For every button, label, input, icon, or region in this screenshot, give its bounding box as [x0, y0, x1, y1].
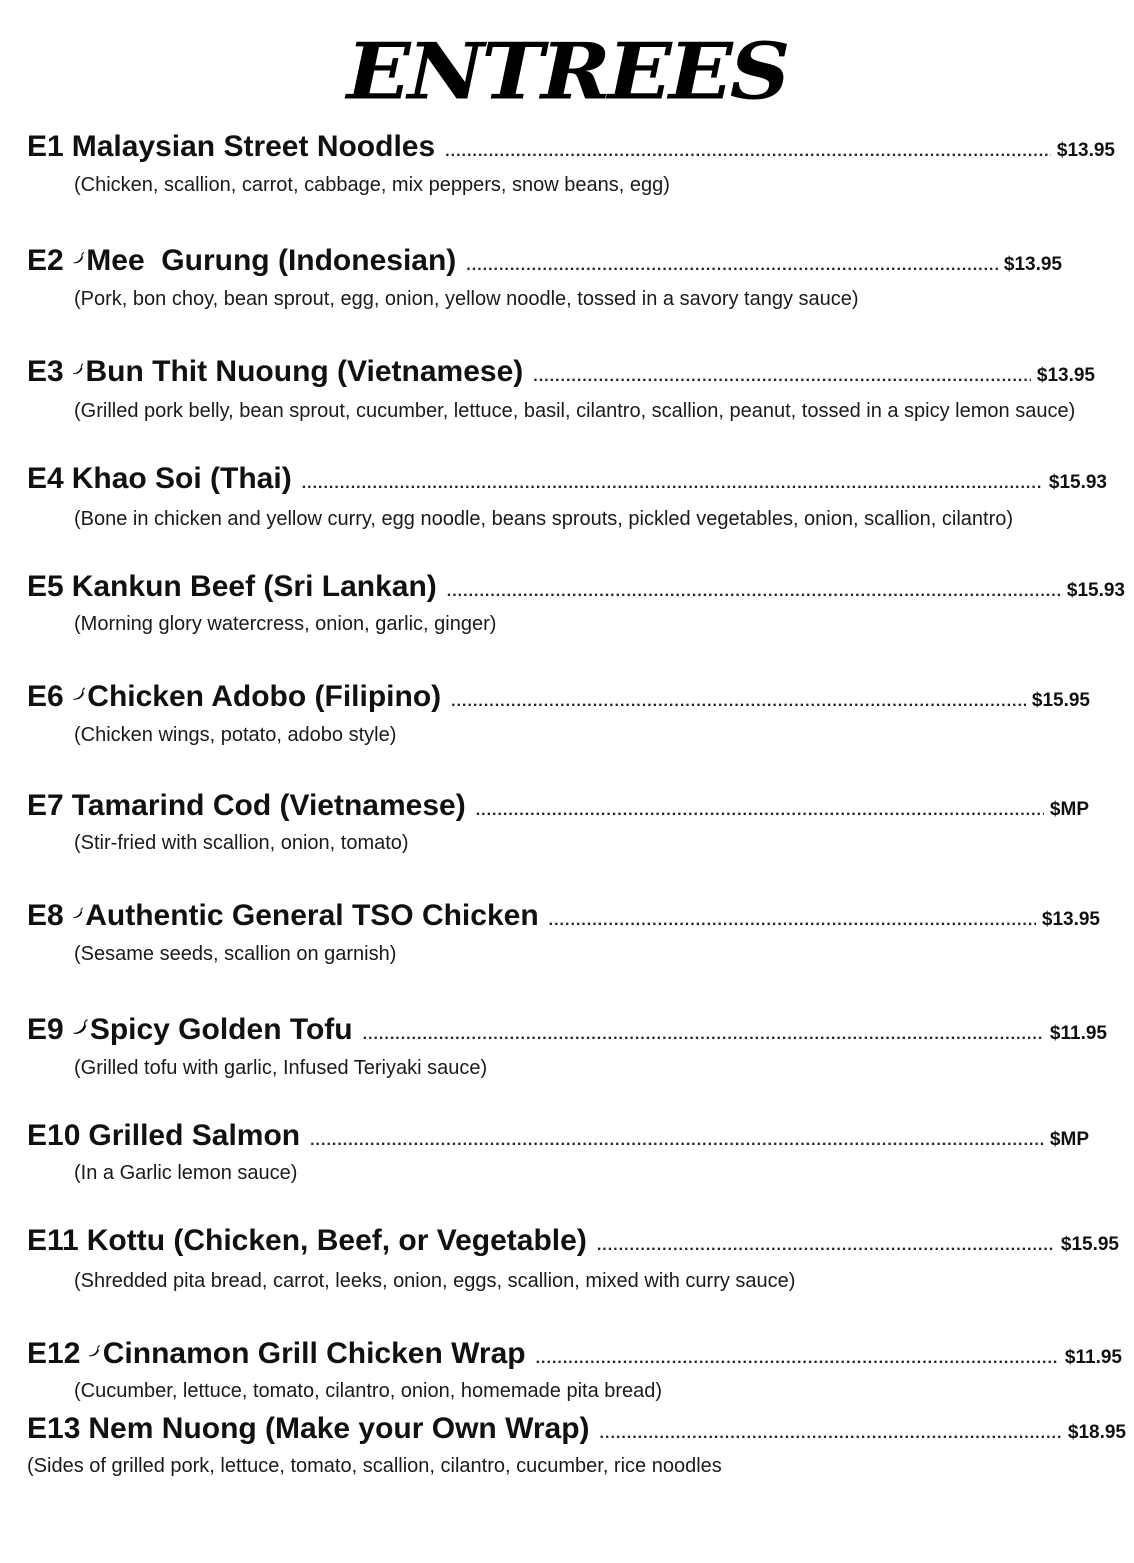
item-name: Chicken Adobo (Filipino) — [87, 680, 442, 713]
menu-item-header — [27, 680, 1090, 720]
menu-item-header — [27, 1412, 1126, 1452]
item-description: (Cucumber, lettuce, tomato, cilantro, onion, homemade pita bread) — [74, 1380, 663, 1402]
dot-leader — [302, 475, 1043, 493]
item-name: Nem Nuong (Make your Own Wrap) — [88, 1412, 590, 1445]
item-code: E10 — [27, 1119, 81, 1152]
menu-title: ENTREES — [346, 26, 788, 118]
dot-leader — [451, 693, 1026, 711]
chili-pepper-icon — [72, 677, 86, 711]
menu-item-header — [27, 570, 1125, 610]
menu-item-header — [27, 1119, 1089, 1159]
menu-item-header — [27, 462, 1107, 502]
menu-item-header — [27, 899, 1100, 939]
item-price: $13.95 — [1036, 365, 1095, 386]
item-price: $13.95 — [1003, 254, 1062, 275]
item-name: Kottu (Chicken, Beef, or Vegetable) — [86, 1224, 587, 1257]
item-description: (Sesame seeds, scallion on garnish) — [74, 943, 397, 965]
item-name: Mee Gurung (Indonesian) — [86, 244, 457, 277]
item-description: (Stir-fried with scallion, onion, tomato) — [74, 832, 409, 854]
chili-pepper-icon — [72, 896, 84, 930]
dot-leader — [363, 1026, 1044, 1044]
item-name: Kankun Beef (Sri Lankan) — [71, 570, 437, 603]
item-price: $13.95 — [1041, 909, 1100, 930]
item-description: (Bone in chicken and yellow curry, egg noodle, beans sprouts, pickled vegetables, onion, scallion, cilantro) — [74, 508, 1014, 530]
item-code: E6 — [27, 680, 64, 713]
item-price: $15.93 — [1066, 580, 1125, 601]
menu-item-header — [27, 1337, 1122, 1377]
dot-leader — [310, 1132, 1044, 1150]
chili-pepper-icon — [72, 1010, 88, 1044]
item-description: (Chicken, scallion, carrot, cabbage, mix peppers, snow beans, egg) — [74, 174, 670, 196]
item-code: E12 — [27, 1337, 81, 1370]
dot-leader — [447, 583, 1061, 601]
dot-leader — [597, 1237, 1055, 1255]
item-description: (In a Garlic lemon sauce) — [74, 1162, 298, 1184]
item-name: Cinnamon Grill Chicken Wrap — [102, 1337, 526, 1370]
item-price: $MP — [1049, 799, 1089, 820]
item-code: E11 — [27, 1224, 79, 1257]
item-description: (Chicken wings, potato, adobo style) — [74, 724, 397, 746]
item-price: $MP — [1049, 1129, 1089, 1150]
item-name: Authentic General TSO Chicken — [85, 899, 539, 932]
item-price: $15.95 — [1031, 690, 1090, 711]
dot-leader — [466, 257, 998, 275]
item-code: E4 — [27, 462, 64, 495]
item-description: (Grilled pork belly, bean sprout, cucumber, lettuce, basil, cilantro, scallion, peanut, tossed in a spicy lemon sauce) — [74, 400, 1076, 422]
item-code: E3 — [27, 355, 64, 388]
item-price: $11.95 — [1064, 1347, 1122, 1368]
item-description: (Pork, bon choy, bean sprout, egg, onion, yellow noodle, tossed in a savory tangy sauce) — [74, 288, 859, 310]
item-name: Tamarind Cod (Vietnamese) — [71, 789, 466, 822]
menu-item-header — [27, 244, 1062, 284]
item-description: (Morning glory watercress, onion, garlic, ginger) — [74, 613, 497, 635]
dot-leader — [445, 143, 1051, 161]
dot-leader — [536, 1350, 1059, 1368]
item-price: $11.95 — [1049, 1023, 1107, 1044]
menu-item-header — [27, 1224, 1119, 1264]
menu-item-header — [27, 355, 1095, 395]
item-name: Khao Soi (Thai) — [71, 462, 292, 495]
item-code: E2 — [27, 244, 64, 277]
item-price: $13.95 — [1056, 140, 1115, 161]
item-code: E5 — [27, 570, 64, 603]
menu-item-header — [27, 789, 1089, 829]
item-description: (Shredded pita bread, carrot, leeks, onion, eggs, scallion, mixed with curry sauce) — [74, 1270, 796, 1292]
item-name: Malaysian Street Noodles — [71, 130, 436, 163]
dot-leader — [476, 802, 1044, 820]
item-code: E13 — [27, 1412, 81, 1445]
chili-pepper-icon — [72, 352, 84, 386]
item-code: E8 — [27, 899, 64, 932]
dot-leader — [600, 1425, 1062, 1443]
item-description: (Grilled tofu with garlic, Infused Teriyaki sauce) — [74, 1057, 488, 1079]
item-price: $18.95 — [1067, 1422, 1126, 1443]
chili-pepper-icon — [72, 241, 85, 275]
item-code: E9 — [27, 1013, 64, 1046]
chili-pepper-icon — [88, 1334, 100, 1368]
dot-leader — [533, 368, 1031, 386]
item-code: E7 — [27, 789, 64, 822]
item-name: Grilled Salmon — [88, 1119, 301, 1152]
item-code: E1 — [27, 130, 64, 163]
item-name: Spicy Golden Tofu — [89, 1013, 353, 1046]
menu-item-header — [27, 1013, 1107, 1053]
item-description: (Sides of grilled pork, lettuce, tomato, scallion, cilantro, cucumber, rice noodles — [27, 1455, 722, 1477]
menu-item-header — [27, 130, 1115, 170]
dot-leader — [549, 912, 1036, 930]
item-name: Bun Thit Nuoung (Vietnamese) — [85, 355, 524, 388]
item-price: $15.95 — [1060, 1234, 1119, 1255]
item-price: $15.93 — [1048, 472, 1107, 493]
